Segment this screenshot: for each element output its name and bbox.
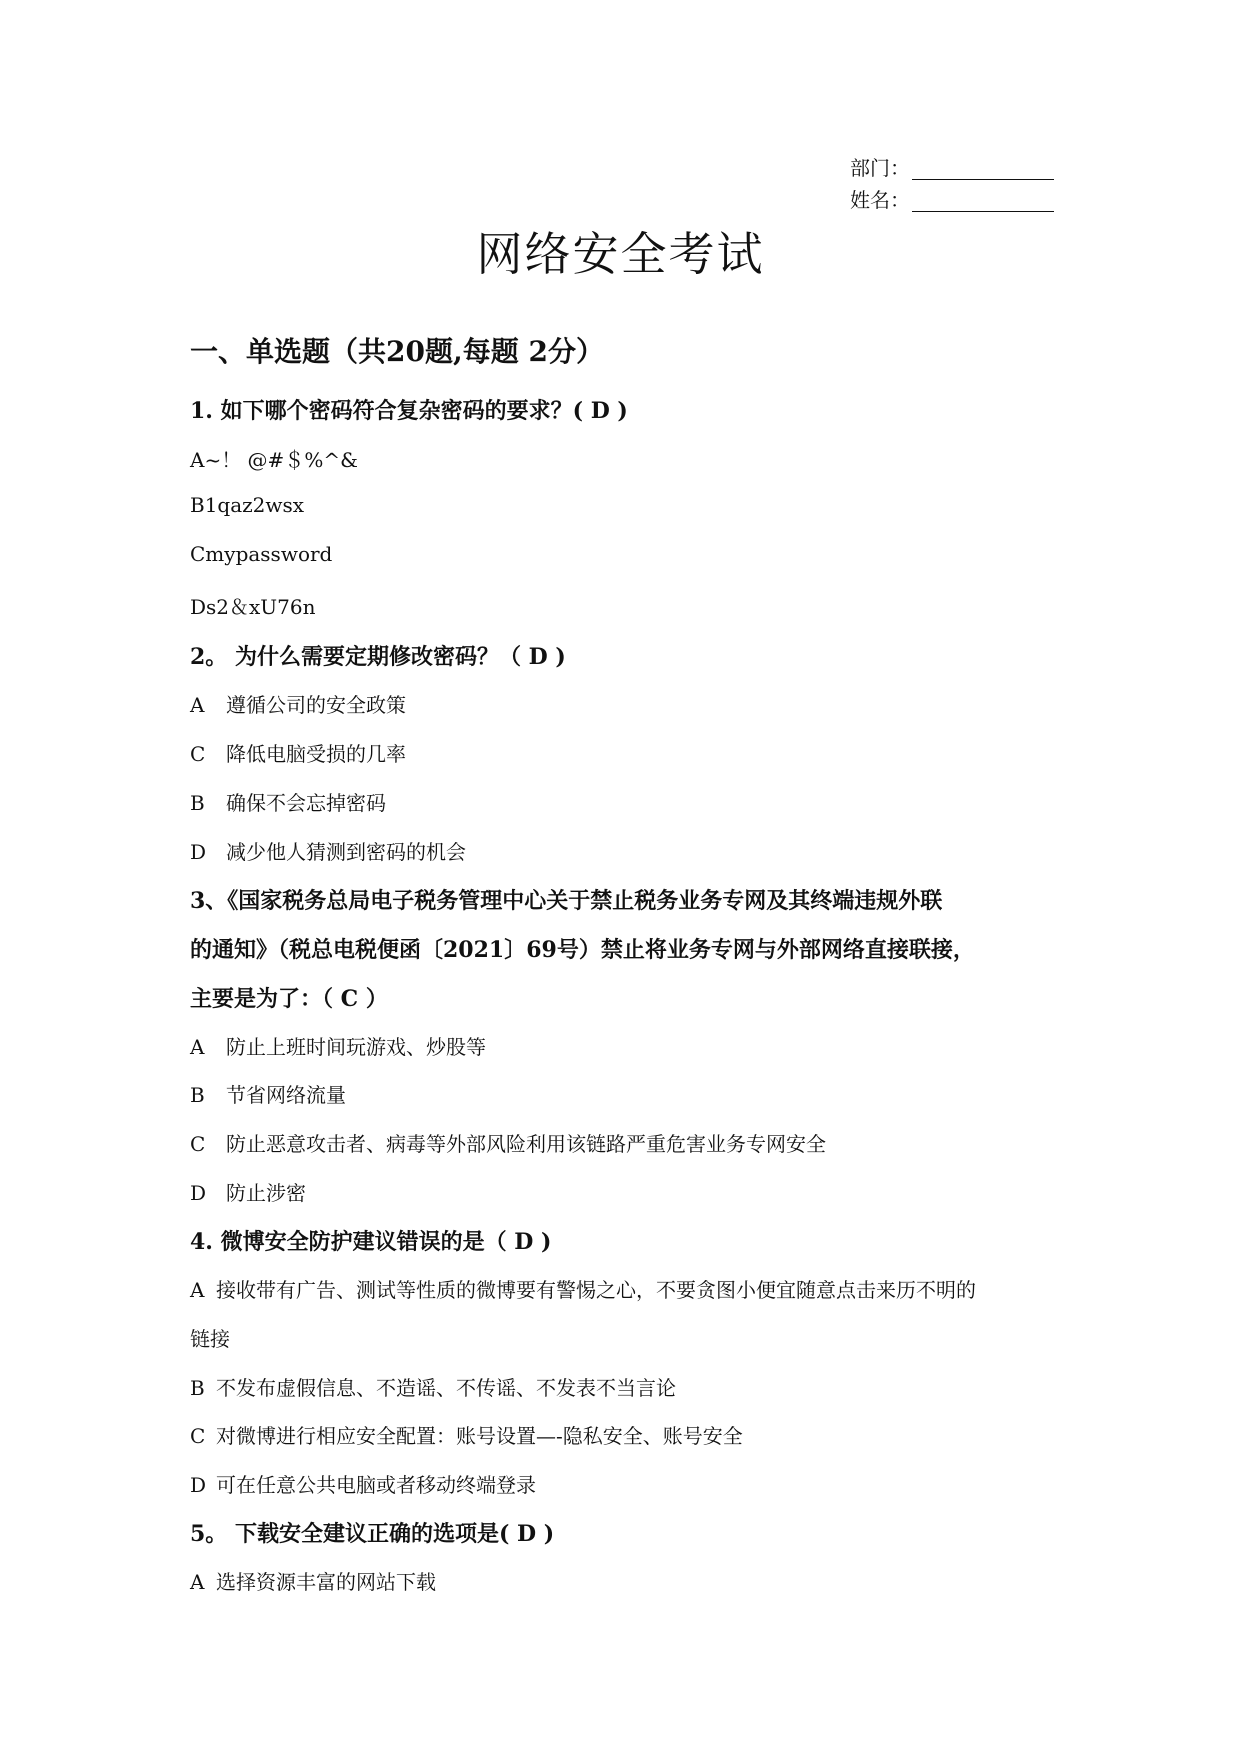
q2-option-4: [190, 836, 466, 865]
name-field: [850, 188, 1054, 212]
question-1: 1. 如下哪个密码符合复杂密码的要求？( D ): [190, 398, 628, 424]
option-text: 接收带有广告、测试等性质的微博要有警惕之心，不要贪图小便宜随意点击来历不明的: [216, 1278, 976, 1302]
option-letter: B: [190, 1376, 205, 1400]
q4-option-a-continued: 链接: [190, 1327, 230, 1351]
option-text: 防止涉密: [226, 1181, 306, 1205]
department-label: 部门：: [850, 156, 910, 180]
question-4: 4. 微博安全防护建议错误的是（ D ): [190, 1229, 552, 1255]
department-blank-line: [912, 159, 1054, 180]
q4-option-b: [190, 1372, 676, 1401]
option-letter: D: [190, 1181, 207, 1205]
q3-option-d: [190, 1177, 306, 1206]
option-text: 确保不会忘掉密码: [226, 791, 386, 815]
q2-option-1: [190, 689, 406, 718]
option-letter: A: [190, 1278, 205, 1302]
section-heading: 一、单选题（共20题,每题 2分）: [190, 335, 604, 368]
name-blank-line: [912, 191, 1054, 212]
option-letter: B: [190, 1083, 205, 1107]
q3-option-b: [190, 1079, 346, 1108]
option-letter: D: [190, 840, 207, 864]
question-3-line-3: 主要是为了：（ C ）: [190, 986, 388, 1012]
q3-option-c: [190, 1128, 826, 1157]
q5-option-a: [190, 1566, 436, 1595]
option-text: 不发布虚假信息、不造谣、不传谣、不发表不当言论: [216, 1376, 676, 1400]
option-text: 节省网络流量: [226, 1083, 346, 1107]
option-text: 可在任意公共电脑或者移动终端登录: [216, 1473, 536, 1497]
q4-option-d: [190, 1469, 536, 1498]
question-3-line-2: 的通知》（税总电税便函〔2021〕69号）禁止将业务专网与外部网络直接联接，: [190, 937, 975, 963]
option-letter: C: [190, 742, 206, 766]
option-letter: A: [190, 1035, 205, 1059]
q1-option-a: A~！ @#＄%^&: [190, 448, 358, 472]
department-field: [850, 156, 1054, 180]
question-2: 2。 为什么需要定期修改密码？（ D ): [190, 644, 566, 670]
option-text: 降低电脑受损的几率: [226, 742, 406, 766]
option-text: 防止恶意攻击者、病毒等外部风险利用该链路严重危害业务专网安全: [226, 1132, 826, 1156]
option-letter: A: [190, 1570, 205, 1594]
q4-option-a: [190, 1274, 976, 1303]
option-text: 选择资源丰富的网站下载: [216, 1570, 436, 1594]
q1-option-d: Ds2＆xU76n: [190, 595, 316, 619]
q4-option-c: [190, 1420, 743, 1449]
option-letter: D: [190, 1473, 207, 1497]
q2-option-2: [190, 738, 406, 767]
q1-option-c: Cmypassword: [190, 542, 333, 566]
option-letter: A: [190, 693, 205, 717]
q2-option-3: [190, 787, 386, 816]
question-3-line-1: 3、《国家税务总局电子税务管理中心关于禁止税务业务专网及其终端违规外联: [190, 888, 943, 914]
option-text: 遵循公司的安全政策: [226, 693, 406, 717]
option-text: 防止上班时间玩游戏、炒股等: [226, 1035, 486, 1059]
page-title: 网络安全考试: [476, 227, 765, 281]
question-5: 5。 下载安全建议正确的选项是( D ): [190, 1521, 555, 1547]
option-letter: C: [190, 1132, 206, 1156]
q3-option-a: [190, 1031, 486, 1060]
option-letter: B: [190, 791, 205, 815]
q1-option-b: B1qaz2wsx: [190, 493, 305, 517]
option-text: 对微博进行相应安全配置：账号设置—-隐私安全、账号安全: [216, 1424, 743, 1448]
option-letter: C: [190, 1424, 206, 1448]
name-label: 姓名：: [850, 188, 910, 212]
option-text: 减少他人猜测到密码的机会: [226, 840, 466, 864]
